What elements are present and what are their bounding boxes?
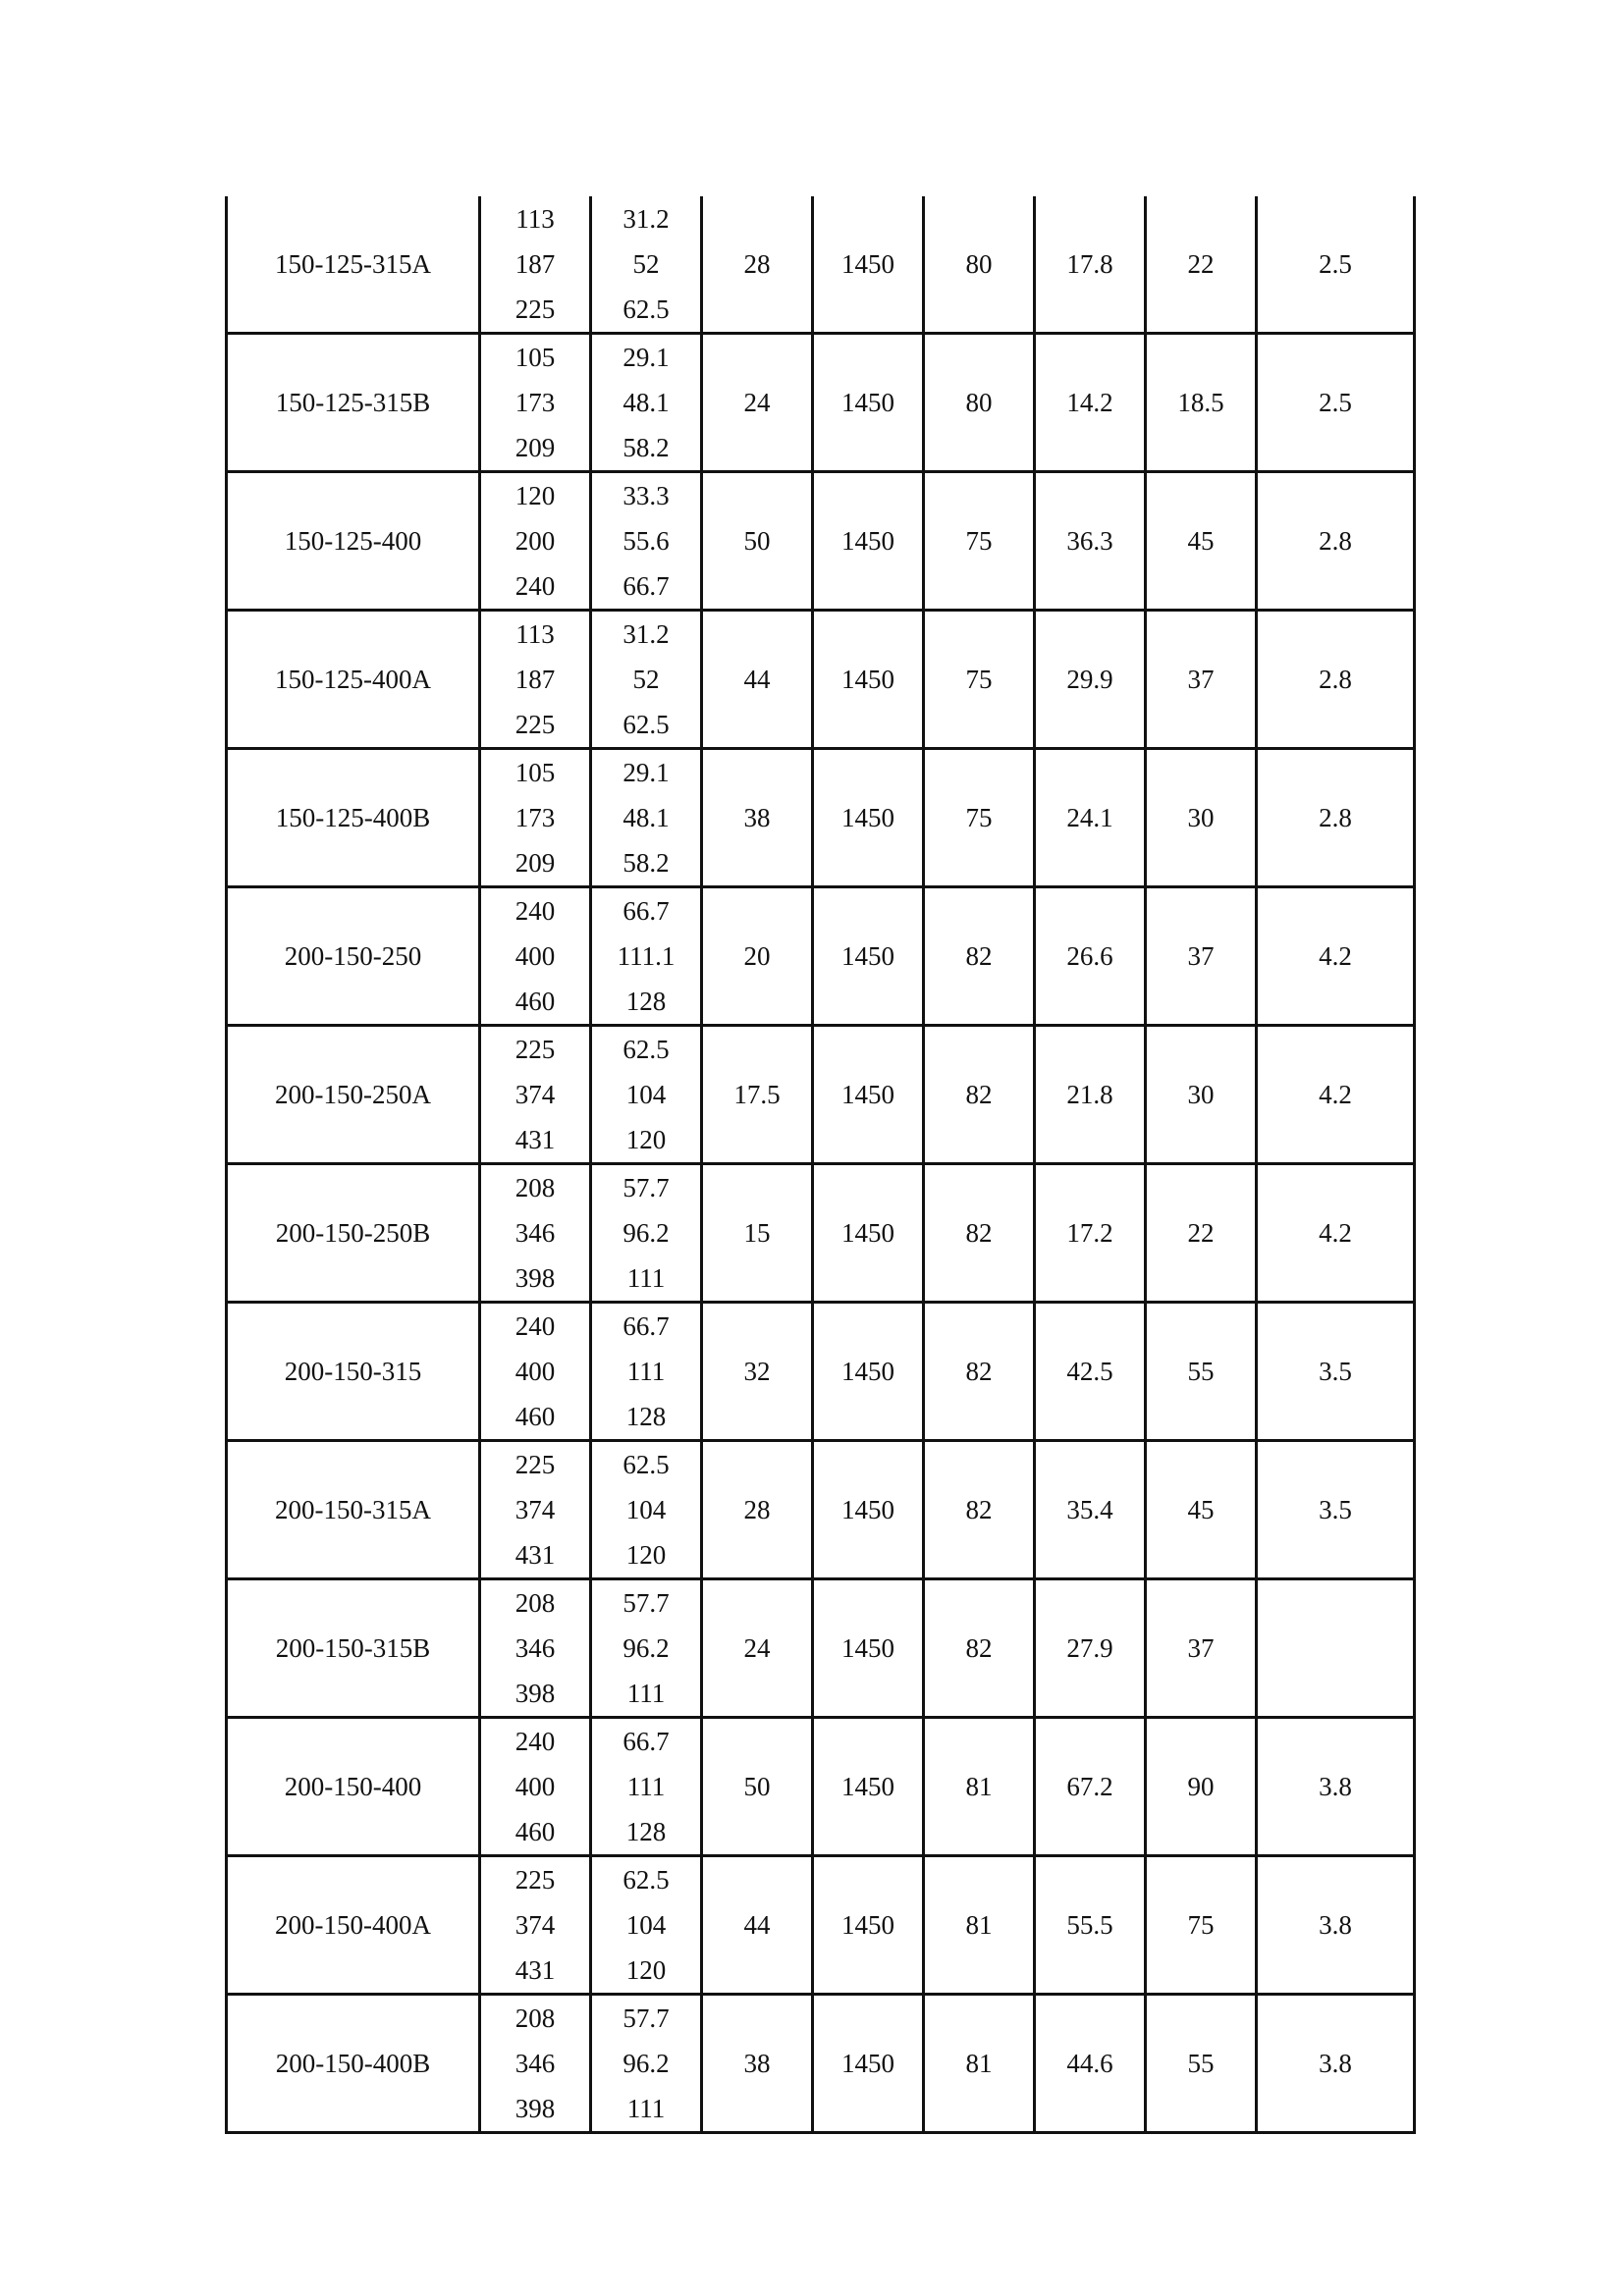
table-row <box>227 334 1415 472</box>
flow-ls-cell <box>591 749 702 887</box>
motor-power-cell: 45 <box>1146 472 1257 611</box>
flow-m3h-cell-value: 209 <box>514 433 556 462</box>
flow-m3h-cell <box>480 1856 591 1995</box>
flow-m3h-cell <box>480 196 591 334</box>
efficiency-cell: 82 <box>924 887 1035 1026</box>
npsh-cell: 4.2 <box>1257 1164 1415 1303</box>
flow-m3h-cell-value: 240 <box>514 896 556 926</box>
speed-cell: 1450 <box>813 1026 924 1164</box>
motor-power-cell: 18.5 <box>1146 334 1257 472</box>
table-row <box>227 1579 1415 1718</box>
flow-ls-cell-value: 120 <box>625 1955 667 1985</box>
flow-ls-cell-value: 29.1 <box>623 758 670 787</box>
flow-ls-cell-value: 120 <box>625 1125 667 1154</box>
npsh-cell: 4.2 <box>1257 887 1415 1026</box>
shaft-power-cell: 44.6 <box>1035 1995 1146 2133</box>
spec-table-page <box>225 196 1413 2134</box>
flow-m3h-cell-value: 400 <box>514 1357 556 1386</box>
flow-m3h-cell-value: 460 <box>514 1817 556 1846</box>
model-cell: 200-150-400 <box>227 1718 480 1856</box>
flow-ls-cell-value: 58.2 <box>623 433 670 462</box>
flow-m3h-cell-value: 346 <box>514 1218 556 1248</box>
model-cell: 150-125-400B <box>227 749 480 887</box>
flow-ls-cell <box>591 1856 702 1995</box>
flow-m3h-cell-value: 120 <box>514 481 556 510</box>
flow-ls-cell-value: 52 <box>632 249 660 279</box>
model-cell: 200-150-400B <box>227 1995 480 2133</box>
model-cell: 200-150-315A <box>227 1441 480 1579</box>
shaft-power-cell: 35.4 <box>1035 1441 1146 1579</box>
flow-ls-cell <box>591 1441 702 1579</box>
model-cell: 200-150-400A <box>227 1856 480 1995</box>
flow-m3h-cell <box>480 887 591 1026</box>
shaft-power-cell: 14.2 <box>1035 334 1146 472</box>
flow-m3h-cell <box>480 1718 591 1856</box>
flow-m3h-cell <box>480 749 591 887</box>
flow-m3h-cell-value: 431 <box>514 1125 556 1154</box>
model-cell: 150-125-400 <box>227 472 480 611</box>
flow-ls-cell <box>591 611 702 749</box>
efficiency-cell: 75 <box>924 611 1035 749</box>
flow-m3h-cell-value: 225 <box>514 294 556 324</box>
motor-power-cell: 22 <box>1146 1164 1257 1303</box>
speed-cell: 1450 <box>813 1718 924 1856</box>
table-row <box>227 887 1415 1026</box>
speed-cell: 1450 <box>813 1164 924 1303</box>
flow-m3h-cell <box>480 1026 591 1164</box>
flow-m3h-cell-value: 208 <box>514 1173 556 1202</box>
flow-ls-cell-value: 62.5 <box>623 294 670 324</box>
model-cell: 150-125-400A <box>227 611 480 749</box>
speed-cell: 1450 <box>813 1995 924 2133</box>
npsh-cell: 2.8 <box>1257 472 1415 611</box>
flow-m3h-cell-value: 240 <box>514 1727 556 1756</box>
table-row <box>227 1856 1415 1995</box>
head-cell: 44 <box>702 1856 813 1995</box>
flow-ls-cell-value: 111 <box>626 1357 666 1386</box>
model-cell: 150-125-315B <box>227 334 480 472</box>
shaft-power-cell: 17.8 <box>1035 196 1146 334</box>
model-cell: 200-150-315B <box>227 1579 480 1718</box>
flow-ls-cell-value: 128 <box>625 1402 667 1431</box>
shaft-power-cell: 55.5 <box>1035 1856 1146 1995</box>
flow-ls-cell-value: 66.7 <box>623 896 670 926</box>
flow-m3h-cell-value: 225 <box>514 710 556 739</box>
head-cell: 28 <box>702 1441 813 1579</box>
flow-ls-cell-value: 57.7 <box>623 2003 670 2033</box>
flow-m3h-cell <box>480 1995 591 2133</box>
efficiency-cell: 82 <box>924 1579 1035 1718</box>
table-row <box>227 1026 1415 1164</box>
spec-table-body <box>227 196 1415 2133</box>
flow-ls-cell <box>591 1303 702 1441</box>
flow-ls-cell-value: 58.2 <box>623 848 670 878</box>
table-row <box>227 611 1415 749</box>
flow-m3h-cell-value: 431 <box>514 1955 556 1985</box>
flow-ls-cell-value: 62.5 <box>623 1035 670 1064</box>
flow-m3h-cell-value: 113 <box>515 619 555 649</box>
model-cell: 200-150-250A <box>227 1026 480 1164</box>
motor-power-cell: 55 <box>1146 1995 1257 2133</box>
flow-m3h-cell-value: 374 <box>514 1495 556 1524</box>
flow-m3h-cell-value: 173 <box>514 803 556 832</box>
table-row <box>227 1303 1415 1441</box>
shaft-power-cell: 29.9 <box>1035 611 1146 749</box>
head-cell: 28 <box>702 196 813 334</box>
flow-ls-cell-value: 29.1 <box>623 343 670 372</box>
flow-ls-cell-value: 66.7 <box>623 1311 670 1341</box>
model-cell: 200-150-250 <box>227 887 480 1026</box>
flow-m3h-cell-value: 398 <box>514 1263 556 1293</box>
npsh-cell: 2.5 <box>1257 196 1415 334</box>
flow-ls-cell <box>591 334 702 472</box>
flow-ls-cell-value: 31.2 <box>623 204 670 234</box>
flow-m3h-cell-value: 431 <box>514 1540 556 1570</box>
efficiency-cell: 75 <box>924 472 1035 611</box>
flow-m3h-cell-value: 200 <box>514 526 556 556</box>
flow-ls-cell-value: 96.2 <box>623 2049 670 2078</box>
flow-m3h-cell-value: 105 <box>514 758 556 787</box>
flow-ls-cell-value: 120 <box>625 1540 667 1570</box>
motor-power-cell: 45 <box>1146 1441 1257 1579</box>
npsh-cell <box>1257 1579 1415 1718</box>
flow-ls-cell-value: 48.1 <box>623 388 670 417</box>
speed-cell: 1450 <box>813 749 924 887</box>
head-cell: 24 <box>702 334 813 472</box>
flow-ls-cell <box>591 1718 702 1856</box>
flow-m3h-cell <box>480 611 591 749</box>
head-cell: 32 <box>702 1303 813 1441</box>
efficiency-cell: 81 <box>924 1718 1035 1856</box>
table-row <box>227 1718 1415 1856</box>
flow-ls-cell-value: 104 <box>625 1080 667 1109</box>
flow-m3h-cell <box>480 1579 591 1718</box>
model-cell: 200-150-315 <box>227 1303 480 1441</box>
table-row <box>227 1164 1415 1303</box>
flow-m3h-cell-value: 460 <box>514 987 556 1016</box>
flow-ls-cell <box>591 1164 702 1303</box>
npsh-cell: 4.2 <box>1257 1026 1415 1164</box>
efficiency-cell: 82 <box>924 1441 1035 1579</box>
flow-m3h-cell-value: 209 <box>514 848 556 878</box>
flow-ls-cell-value: 104 <box>625 1495 667 1524</box>
flow-ls-cell-value: 128 <box>625 987 667 1016</box>
flow-m3h-cell-value: 208 <box>514 1588 556 1618</box>
table-row <box>227 196 1415 334</box>
flow-m3h-cell-value: 346 <box>514 2049 556 2078</box>
efficiency-cell: 80 <box>924 196 1035 334</box>
speed-cell: 1450 <box>813 1441 924 1579</box>
flow-ls-cell-value: 104 <box>625 1910 667 1940</box>
flow-ls-cell-value: 31.2 <box>623 619 670 649</box>
shaft-power-cell: 26.6 <box>1035 887 1146 1026</box>
shaft-power-cell: 36.3 <box>1035 472 1146 611</box>
flow-m3h-cell <box>480 1303 591 1441</box>
motor-power-cell: 90 <box>1146 1718 1257 1856</box>
motor-power-cell: 55 <box>1146 1303 1257 1441</box>
flow-ls-cell-value: 66.7 <box>623 571 670 601</box>
table-row <box>227 749 1415 887</box>
efficiency-cell: 80 <box>924 334 1035 472</box>
flow-m3h-cell <box>480 1441 591 1579</box>
flow-ls-cell <box>591 1995 702 2133</box>
shaft-power-cell: 17.2 <box>1035 1164 1146 1303</box>
table-row <box>227 1995 1415 2133</box>
npsh-cell: 2.8 <box>1257 611 1415 749</box>
head-cell: 15 <box>702 1164 813 1303</box>
flow-m3h-cell-value: 374 <box>514 1910 556 1940</box>
npsh-cell: 3.5 <box>1257 1441 1415 1579</box>
model-cell: 200-150-250B <box>227 1164 480 1303</box>
flow-ls-cell-value: 52 <box>632 665 660 694</box>
flow-m3h-cell-value: 225 <box>514 1865 556 1895</box>
head-cell: 38 <box>702 1995 813 2133</box>
npsh-cell: 3.5 <box>1257 1303 1415 1441</box>
head-cell: 24 <box>702 1579 813 1718</box>
speed-cell: 1450 <box>813 196 924 334</box>
table-row <box>227 472 1415 611</box>
speed-cell: 1450 <box>813 611 924 749</box>
efficiency-cell: 81 <box>924 1856 1035 1995</box>
flow-m3h-cell-value: 225 <box>514 1035 556 1064</box>
flow-m3h-cell-value: 113 <box>515 204 555 234</box>
npsh-cell: 2.8 <box>1257 749 1415 887</box>
flow-m3h-cell-value: 460 <box>514 1402 556 1431</box>
head-cell: 38 <box>702 749 813 887</box>
flow-ls-cell <box>591 196 702 334</box>
flow-m3h-cell <box>480 472 591 611</box>
flow-m3h-cell-value: 187 <box>514 665 556 694</box>
motor-power-cell: 37 <box>1146 1579 1257 1718</box>
flow-m3h-cell-value: 105 <box>514 343 556 372</box>
flow-ls-cell-value: 48.1 <box>623 803 670 832</box>
flow-m3h-cell-value: 240 <box>514 571 556 601</box>
head-cell: 50 <box>702 1718 813 1856</box>
flow-ls-cell-value: 57.7 <box>623 1588 670 1618</box>
flow-ls-cell <box>591 887 702 1026</box>
flow-ls-cell-value: 62.5 <box>623 710 670 739</box>
npsh-cell: 3.8 <box>1257 1718 1415 1856</box>
flow-ls-cell-value: 57.7 <box>623 1173 670 1202</box>
flow-ls-cell-value: 62.5 <box>623 1865 670 1895</box>
shaft-power-cell: 42.5 <box>1035 1303 1146 1441</box>
table-row <box>227 1441 1415 1579</box>
flow-ls-cell-value: 128 <box>625 1817 667 1846</box>
flow-m3h-cell <box>480 334 591 472</box>
flow-m3h-cell <box>480 1164 591 1303</box>
npsh-cell: 3.8 <box>1257 1995 1415 2133</box>
shaft-power-cell: 67.2 <box>1035 1718 1146 1856</box>
motor-power-cell: 22 <box>1146 196 1257 334</box>
head-cell: 50 <box>702 472 813 611</box>
shaft-power-cell: 21.8 <box>1035 1026 1146 1164</box>
flow-ls-cell-value: 62.5 <box>623 1450 670 1479</box>
speed-cell: 1450 <box>813 472 924 611</box>
flow-m3h-cell-value: 208 <box>514 2003 556 2033</box>
npsh-cell: 2.5 <box>1257 334 1415 472</box>
head-cell: 44 <box>702 611 813 749</box>
flow-ls-cell-value: 55.6 <box>623 526 670 556</box>
flow-ls-cell-value: 96.2 <box>623 1218 670 1248</box>
flow-ls-cell-value: 96.2 <box>623 1633 670 1663</box>
flow-m3h-cell-value: 346 <box>514 1633 556 1663</box>
efficiency-cell: 81 <box>924 1995 1035 2133</box>
motor-power-cell: 30 <box>1146 749 1257 887</box>
flow-m3h-cell-value: 398 <box>514 2094 556 2123</box>
efficiency-cell: 82 <box>924 1164 1035 1303</box>
speed-cell: 1450 <box>813 334 924 472</box>
head-cell: 20 <box>702 887 813 1026</box>
flow-m3h-cell-value: 398 <box>514 1679 556 1708</box>
flow-m3h-cell-value: 187 <box>514 249 556 279</box>
flow-ls-cell-value: 111 <box>626 1263 666 1293</box>
head-cell: 17.5 <box>702 1026 813 1164</box>
motor-power-cell: 37 <box>1146 887 1257 1026</box>
efficiency-cell: 75 <box>924 749 1035 887</box>
npsh-cell: 3.8 <box>1257 1856 1415 1995</box>
flow-ls-cell-value: 111 <box>626 1772 666 1801</box>
shaft-power-cell: 27.9 <box>1035 1579 1146 1718</box>
flow-m3h-cell-value: 400 <box>514 1772 556 1801</box>
flow-ls-cell-value: 111.1 <box>617 941 676 971</box>
efficiency-cell: 82 <box>924 1303 1035 1441</box>
speed-cell: 1450 <box>813 887 924 1026</box>
flow-ls-cell <box>591 472 702 611</box>
flow-ls-cell <box>591 1579 702 1718</box>
motor-power-cell: 37 <box>1146 611 1257 749</box>
motor-power-cell: 30 <box>1146 1026 1257 1164</box>
shaft-power-cell: 24.1 <box>1035 749 1146 887</box>
efficiency-cell: 82 <box>924 1026 1035 1164</box>
speed-cell: 1450 <box>813 1303 924 1441</box>
flow-ls-cell <box>591 1026 702 1164</box>
flow-ls-cell-value: 33.3 <box>623 481 670 510</box>
speed-cell: 1450 <box>813 1856 924 1995</box>
speed-cell: 1450 <box>813 1579 924 1718</box>
flow-m3h-cell-value: 173 <box>514 388 556 417</box>
flow-m3h-cell-value: 374 <box>514 1080 556 1109</box>
pump-spec-table <box>225 196 1416 2134</box>
flow-ls-cell-value: 66.7 <box>623 1727 670 1756</box>
flow-ls-cell-value: 111 <box>626 1679 666 1708</box>
flow-ls-cell-value: 111 <box>626 2094 666 2123</box>
flow-m3h-cell-value: 225 <box>514 1450 556 1479</box>
motor-power-cell: 75 <box>1146 1856 1257 1995</box>
flow-m3h-cell-value: 400 <box>514 941 556 971</box>
model-cell: 150-125-315A <box>227 196 480 334</box>
flow-m3h-cell-value: 240 <box>514 1311 556 1341</box>
